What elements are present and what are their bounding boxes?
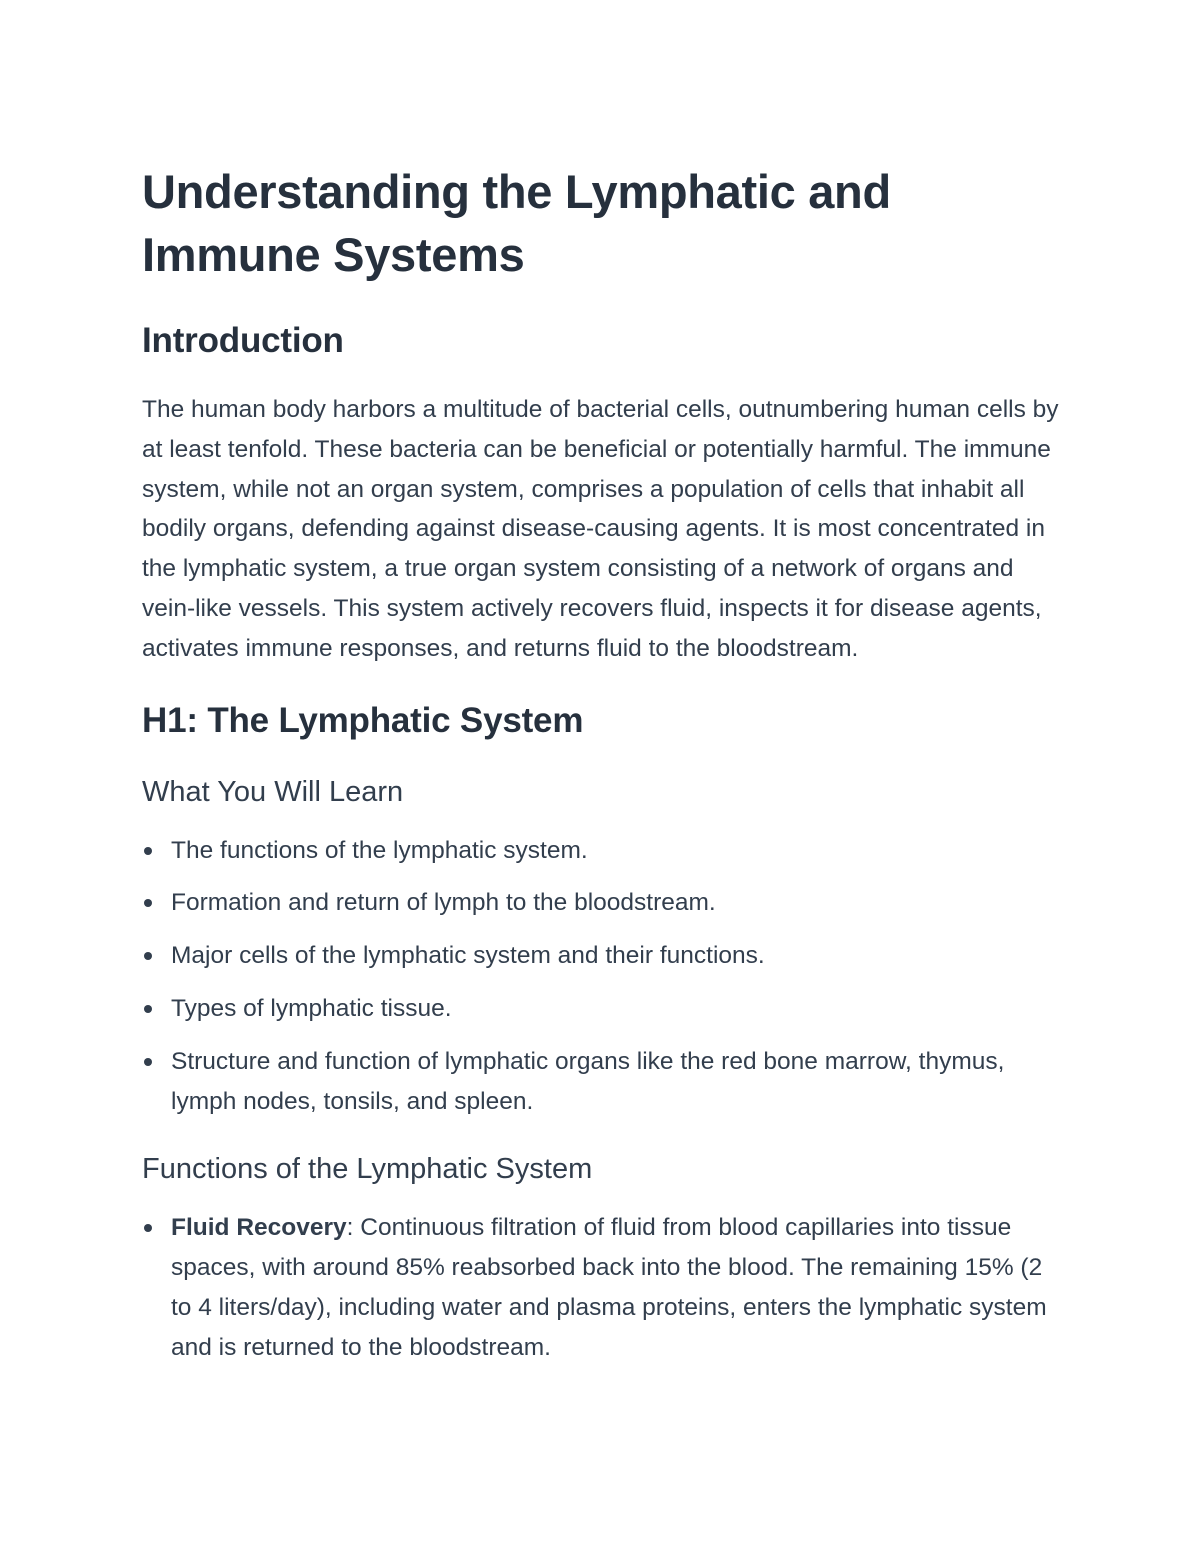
list-item [142, 1208, 1062, 1367]
introduction-paragraph: The human body harbors a multitude of bacterial cells, outnumbering human cells by at least tenfold. These bacteria can be beneficial or potentially harmful. The immune system, while not an organ system, comprises a population of cells that inhabit all bodily organs, defending against disease-causing agents. It is most concentrated in the lymphatic system, a true organ system consisting of a network of organs and vein-like vessels. This system actively recovers fluid, inspects it for disease agents, activates immune responses, and returns fluid to the bloodstream. [142, 396, 1059, 662]
functions-list [142, 1208, 1062, 1367]
list-item [142, 831, 1062, 871]
bullet-icon [144, 899, 152, 907]
learning-objectives-list [142, 831, 1062, 1122]
document-page [142, 160, 1062, 1381]
function-separator: : [346, 1214, 354, 1242]
lymphatic-system-heading: H1: The Lymphatic System [142, 700, 584, 740]
function-term: Fluid Recovery [171, 1214, 347, 1242]
document-title: Understanding the Lymphatic and Immune Systems [142, 165, 891, 281]
list-item [142, 1042, 1062, 1122]
list-item [142, 989, 1062, 1029]
list-item-text: The functions of the lymphatic system. [171, 836, 588, 864]
function-description: Continuous filtration of fluid from blood capillaries into tissue spaces, with around 85% reabsorbed back into the blood. The remaining 15% (2 to 4 liters/day), including water and plasma proteins, enters the lymphatic system and is returned to the bloodstream. [171, 1214, 1047, 1361]
bullet-icon [144, 1224, 152, 1232]
list-item-text: Structure and function of lymphatic organs like the red bone marrow, thymus, lymph nodes, tonsils, and spleen. [171, 1047, 1005, 1115]
introduction-heading: Introduction [142, 321, 344, 360]
list-item [142, 883, 1062, 923]
list-item-text: Formation and return of lymph to the bloodstream. [171, 889, 716, 917]
list-item [142, 936, 1062, 976]
bullet-icon [144, 1005, 152, 1013]
list-item-text: Types of lymphatic tissue. [171, 994, 452, 1022]
bullet-icon [144, 1058, 152, 1066]
what-you-will-learn-heading: What You Will Learn [142, 775, 404, 808]
functions-heading: Functions of the Lymphatic System [142, 1153, 593, 1186]
bullet-icon [144, 952, 152, 960]
bullet-icon [144, 847, 152, 855]
list-item-text: Major cells of the lymphatic system and their functions. [171, 942, 765, 970]
